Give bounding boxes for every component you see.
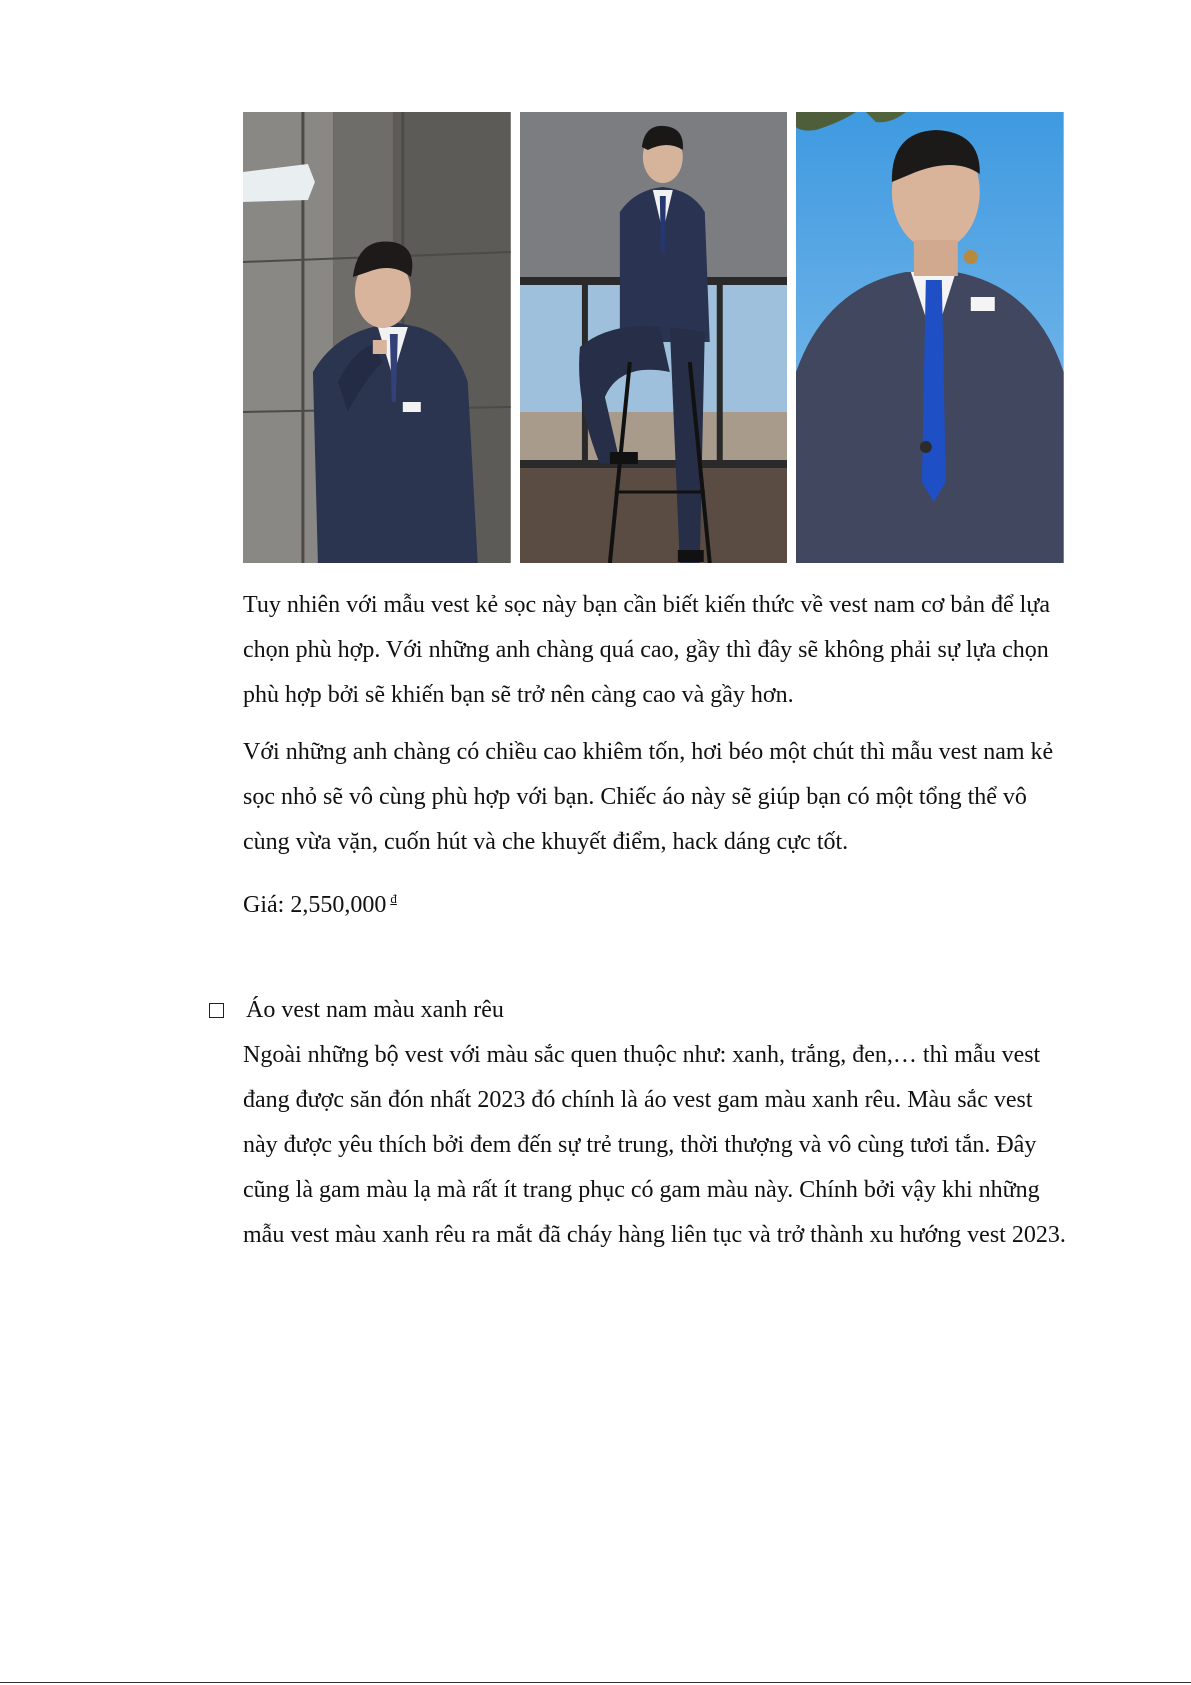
page-bottom-divider — [0, 1682, 1191, 1683]
price-line — [243, 876, 1073, 928]
suit-photo-sky — [796, 112, 1064, 563]
price-text: Giá: 2,550,000 — [243, 892, 387, 918]
paragraph-short-men-advice — [243, 730, 1073, 865]
suit-photo-wall — [243, 112, 511, 563]
checkbox-bullet-icon — [209, 1003, 224, 1018]
paragraph-stripe-advice — [243, 583, 1073, 718]
suit-photo-rooftop — [520, 112, 788, 563]
photo-gallery — [243, 112, 1064, 563]
paragraph-text: Ngoài những bộ vest với màu sắc quen thuộc như: xanh, trắng, đen,… thì mẫu vest đang được săn đón nhất 2023 đó chính là áo vest gam màu xanh rêu. Màu sắc vest này được yêu thích bởi đem đến sự trẻ trung, thời thượng và vô cùng tươi tắn. Đây cũng là gam màu lạ mà rất ít trang phục có gam màu này. Chính bởi vậy khi những mẫu vest màu xanh rêu ra mắt đã cháy hàng liên tục và trở thành xu hướng vest 2023. — [243, 1042, 1066, 1248]
section-heading — [209, 993, 504, 1027]
paragraph-moss-green-vest — [243, 1033, 1073, 1258]
paragraph-text: Tuy nhiên với mẫu vest kẻ sọc này bạn cần biết kiến thức về vest nam cơ bản để lựa chọn phù hợp. Với những anh chàng quá cao, gầy thì đây sẽ không phải sự lựa chọn phù hợp bởi sẽ khiến bạn sẽ trở nên càng cao và gầy hơn. — [243, 592, 1050, 708]
paragraph-text: Với những anh chàng có chiều cao khiêm tốn, hơi béo một chút thì mẫu vest nam kẻ sọc nhỏ sẽ vô cùng phù hợp với bạn. Chiếc áo này sẽ giúp bạn có một tổng thể vô cùng vừa vặn, cuốn hút và che khuyết điểm, hack dáng cực tốt. — [243, 739, 1054, 855]
heading-text: Áo vest nam màu xanh rêu — [246, 997, 504, 1023]
currency-symbol: đ — [390, 891, 397, 906]
